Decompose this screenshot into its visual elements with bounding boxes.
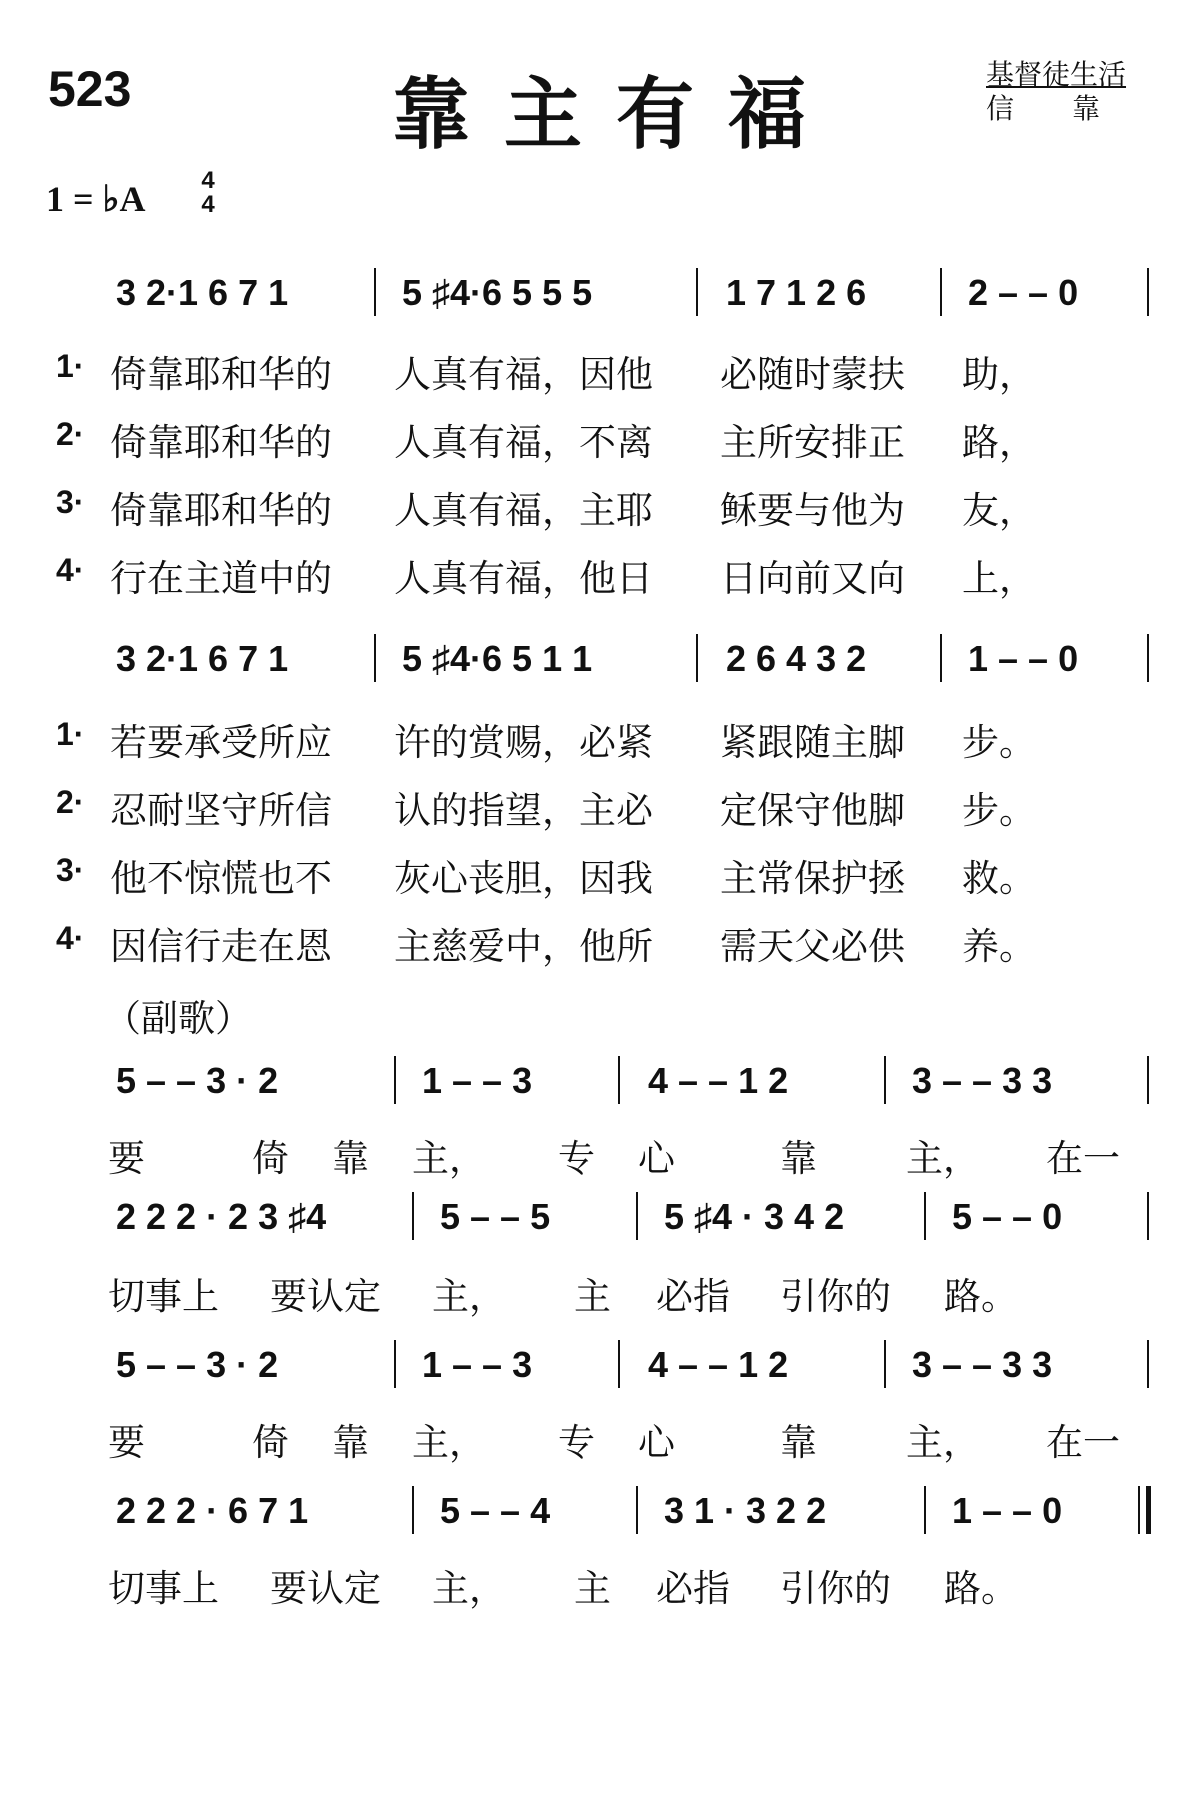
lyric-segment: 人真有福，因他 — [394, 353, 653, 396]
chorus-label: （副歌） — [104, 997, 252, 1040]
lyric-segment: 要 — [108, 1137, 145, 1180]
barline — [924, 1192, 926, 1240]
lyric-segment: 日向前又向 — [720, 557, 905, 600]
lyric-segment: 主 — [574, 1275, 611, 1318]
lyric-segment: 靠 — [780, 1137, 817, 1180]
lyric-segment: 忍耐坚守所信 — [110, 789, 332, 832]
measure: 3 – – 3 3 — [912, 1344, 1053, 1385]
lyric-segment: 因信行走在恩 — [110, 925, 332, 968]
verse-number: 3· — [56, 484, 85, 520]
hymn-number: 523 — [48, 61, 132, 117]
measure: 5 ♯4·6 5 1 1 — [402, 638, 593, 679]
lyric-segment: 步。 — [962, 721, 1036, 764]
measure: 3 1 · 3 2 2 — [664, 1490, 827, 1531]
measure: 3 2·1 6 7 1 — [116, 272, 289, 313]
measure: 2 – – 0 — [968, 272, 1079, 313]
lyric-segment: 主 — [574, 1567, 611, 1610]
lyric-segment: 倚靠耶和华的 — [110, 353, 332, 396]
barline — [636, 1486, 638, 1534]
lyric-segment: 行在主道中的 — [110, 557, 332, 600]
measure: 5 – – 4 — [440, 1490, 551, 1531]
measure: 2 2 2 · 2 3 ♯4 — [116, 1196, 327, 1237]
barline — [940, 634, 942, 682]
measure: 4 – – 1 2 — [648, 1060, 789, 1101]
barline — [1147, 1340, 1149, 1388]
lyric-segment: 切事上 — [108, 1275, 219, 1318]
meter-bottom: 4 — [201, 191, 215, 218]
lyric-segment: 主， — [906, 1421, 980, 1464]
measure: 4 – – 1 2 — [648, 1344, 789, 1385]
lyric-segment: 人真有福，主耶 — [394, 489, 653, 532]
lyric-segment: 主， — [432, 1567, 506, 1610]
source-subcategory: 信靠 — [986, 92, 1159, 125]
lyric-segment: 靠 — [780, 1421, 817, 1464]
lyric-segment: 要认定 — [270, 1567, 381, 1610]
lyric-segment: 主， — [906, 1137, 980, 1180]
measure: 1 – – 0 — [968, 638, 1079, 679]
lyric-segment: 倚 — [252, 1137, 289, 1180]
lyric-segment: 紧跟随主脚 — [720, 721, 905, 764]
lyric-segment: 许的赏赐，必紧 — [394, 721, 653, 764]
measure: 2 2 2 · 6 7 1 — [116, 1490, 309, 1531]
lyric-segment: 救。 — [962, 857, 1036, 900]
lyric-segment: 步。 — [962, 789, 1036, 832]
lyric-segment: 主， — [432, 1275, 506, 1318]
barline — [1147, 1192, 1149, 1240]
barline — [618, 1056, 620, 1104]
lyric-segment: 主所安排正 — [720, 421, 905, 464]
source-category: 基督徒生活 — [986, 58, 1127, 91]
verse-number: 2· — [56, 784, 85, 820]
lyric-segment: 引你的 — [780, 1567, 891, 1610]
barline — [1147, 268, 1149, 316]
lyric-segment: 主常保护拯 — [720, 857, 905, 900]
barline — [394, 1340, 396, 1388]
lyric-segment: 倚 — [252, 1421, 289, 1464]
lyric-segment: 主慈爱中，他所 — [394, 925, 653, 968]
barline — [618, 1340, 620, 1388]
barline — [884, 1056, 886, 1104]
lyric-segment: 专 — [558, 1421, 595, 1464]
verse-number: 1· — [56, 716, 85, 752]
lyric-segment: 养。 — [962, 925, 1036, 968]
lyric-segment: 必指 — [656, 1275, 730, 1318]
barline — [940, 268, 942, 316]
measure: 3 – – 3 3 — [912, 1060, 1053, 1101]
lyric-segment: 人真有福，他日 — [394, 557, 653, 600]
time-signature — [196, 167, 220, 218]
measure: 1 7 1 2 6 — [726, 272, 867, 313]
barline — [924, 1486, 926, 1534]
barline — [696, 634, 698, 682]
barline — [374, 268, 376, 316]
measure: 5 ♯4·6 5 5 5 — [402, 272, 593, 313]
measure: 1 – – 0 — [952, 1490, 1063, 1531]
measure: 5 – – 5 — [440, 1196, 551, 1237]
barline — [636, 1192, 638, 1240]
lyric-segment: 靠 — [332, 1421, 369, 1464]
measure: 5 – – 3 · 2 — [116, 1344, 279, 1385]
lyric-segment: 在一 — [1046, 1137, 1120, 1180]
measure: 3 2·1 6 7 1 — [116, 638, 289, 679]
measure: 5 – – 0 — [952, 1196, 1063, 1237]
final-barline-thick — [1146, 1486, 1151, 1534]
lyric-segment: 认的指望，主必 — [394, 789, 653, 832]
lyric-segment: 切事上 — [108, 1567, 219, 1610]
verse-number: 1· — [56, 348, 85, 384]
lyric-segment: 倚靠耶和华的 — [110, 489, 332, 532]
lyric-segment: 靠 — [332, 1137, 369, 1180]
lyric-segment: 引你的 — [780, 1275, 891, 1318]
verse-number: 4· — [56, 552, 85, 588]
lyric-segment: 主， — [412, 1137, 486, 1180]
lyric-segment: 要 — [108, 1421, 145, 1464]
source-block — [986, 58, 1158, 126]
measure: 1 – – 3 — [422, 1060, 533, 1101]
lyric-segment: 定保守他脚 — [720, 789, 905, 832]
barline — [374, 634, 376, 682]
barline — [412, 1192, 414, 1240]
lyric-segment: 心 — [638, 1421, 675, 1464]
lyric-segment: 路， — [962, 421, 1036, 464]
key-signature: 1 = ♭A — [46, 179, 146, 219]
lyric-segment: 心 — [638, 1137, 675, 1180]
lyric-segment: 稣要与他为 — [720, 489, 905, 532]
lyric-segment: 必随时蒙扶 — [720, 353, 905, 396]
lyric-segment: 必指 — [656, 1567, 730, 1610]
lyric-segment: 在一 — [1046, 1421, 1120, 1464]
lyric-segment: 他不惊慌也不 — [110, 857, 332, 900]
lyric-segment: 上， — [962, 557, 1036, 600]
lyric-segment: 若要承受所应 — [110, 721, 332, 764]
barline — [884, 1340, 886, 1388]
lyric-segment: 路。 — [944, 1567, 1018, 1610]
lyric-segment: 路。 — [944, 1275, 1018, 1318]
lyric-segment: 倚靠耶和华的 — [110, 421, 332, 464]
barline — [394, 1056, 396, 1104]
measure: 5 ♯4 · 3 4 2 — [664, 1196, 845, 1237]
lyric-segment: 专 — [558, 1137, 595, 1180]
barline — [412, 1486, 414, 1534]
barline — [696, 268, 698, 316]
barline — [1147, 634, 1149, 682]
lyric-segment: 需天父必供 — [720, 925, 905, 968]
lyric-segment: 灰心丧胆，因我 — [394, 857, 653, 900]
lyric-segment: 要认定 — [270, 1275, 381, 1318]
lyric-segment: 人真有福，不离 — [394, 421, 653, 464]
page-title: 靠主有福 — [392, 70, 841, 160]
measure: 5 – – 3 · 2 — [116, 1060, 279, 1101]
measure: 1 – – 3 — [422, 1344, 533, 1385]
lyric-segment: 主， — [412, 1421, 486, 1464]
lyric-segment: 助， — [962, 353, 1036, 396]
meter-top: 4 — [201, 167, 215, 194]
verse-number: 3· — [56, 852, 85, 888]
final-barline-thin — [1138, 1486, 1140, 1534]
verse-number: 4· — [56, 920, 85, 956]
measure: 2 6 4 3 2 — [726, 638, 867, 679]
barline — [1147, 1056, 1149, 1104]
lyric-segment: 友， — [962, 489, 1036, 532]
verse-number: 2· — [56, 416, 85, 452]
